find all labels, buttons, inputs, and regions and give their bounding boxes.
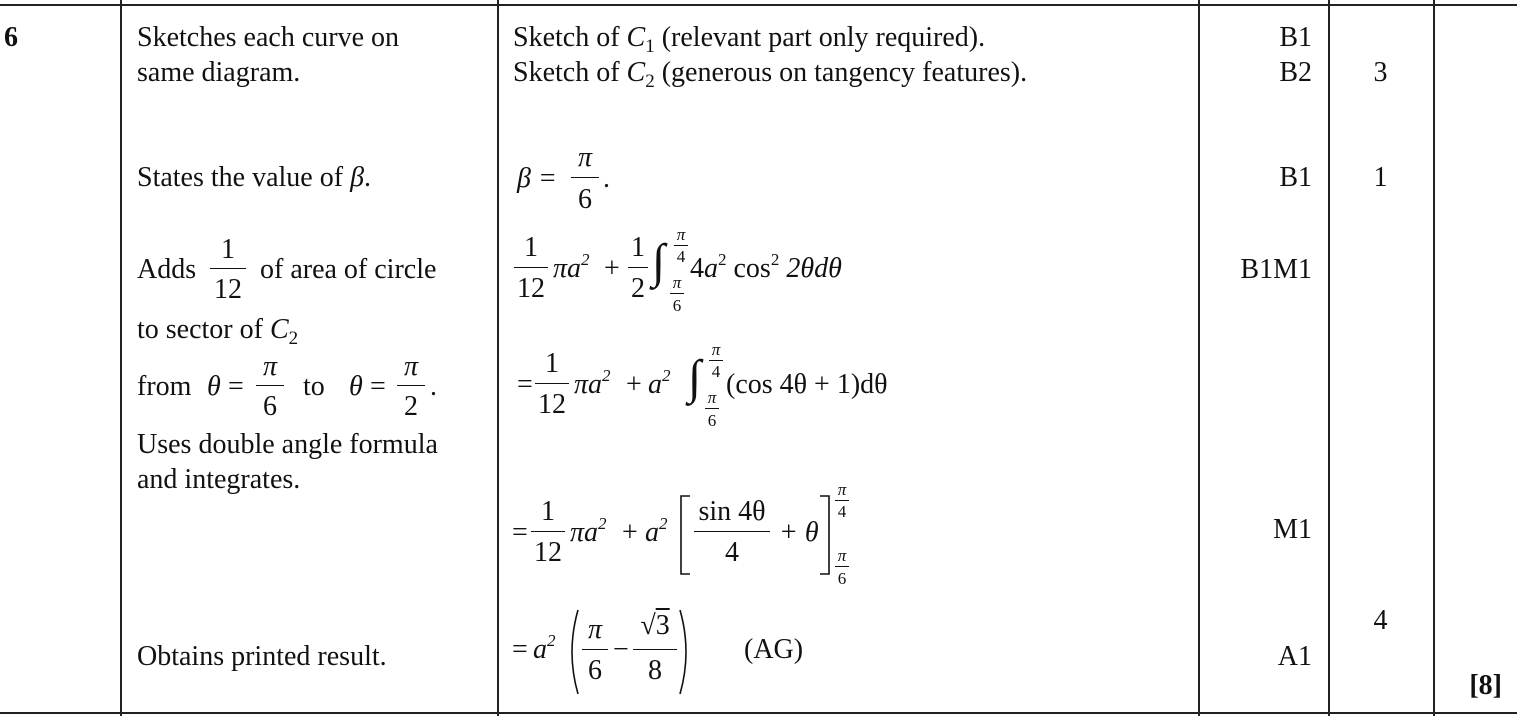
scheme-sketch-c1 bbox=[513, 22, 986, 57]
eq4-a-squared bbox=[533, 631, 556, 665]
eq2-integral-sign: ∫ bbox=[688, 351, 702, 404]
scheme-beta-numerator: π bbox=[577, 142, 593, 173]
eq1-pi-a bbox=[553, 250, 590, 284]
eq1-2theta: 2θdθ bbox=[786, 253, 842, 284]
eq3-sin-numerator: sin 4θ bbox=[698, 496, 766, 527]
eq4-pi-denominator: 6 bbox=[588, 655, 602, 686]
eq3-plus: + bbox=[622, 517, 638, 548]
criterion-double-angle-1: Uses double angle formula bbox=[137, 429, 438, 460]
fraction-bar bbox=[633, 649, 677, 650]
scheme-sketch-c2-sub: 2 bbox=[645, 71, 655, 92]
eq4-right-paren bbox=[678, 608, 694, 696]
eq3-pi-a-text: πa bbox=[570, 517, 599, 548]
eq1-4: 4 bbox=[690, 253, 704, 284]
column-divider-2 bbox=[497, 0, 499, 716]
criterion-beta bbox=[137, 164, 371, 192]
criterion-to-equals: = bbox=[370, 371, 386, 402]
fraction-bar bbox=[694, 531, 770, 532]
eq2-denominator: 12 bbox=[538, 389, 566, 420]
eq2-upper-limit-den: 4 bbox=[711, 362, 721, 381]
limit-bar bbox=[670, 293, 684, 294]
criterion-to-word: to bbox=[303, 371, 325, 402]
eq3-denominator: 12 bbox=[534, 537, 562, 568]
subtotal-beta: 1 bbox=[1373, 162, 1388, 193]
eq1-4a bbox=[690, 253, 718, 284]
criterion-adds-fraction bbox=[210, 236, 246, 306]
eq2-plus: + bbox=[626, 369, 642, 400]
criterion-sketch-line-2: same diagram. bbox=[137, 57, 301, 88]
scheme-beta-equals: β = bbox=[517, 163, 557, 194]
eq1-pi-a-text: πa bbox=[553, 253, 582, 284]
eq2-lower-limit-pi: π bbox=[707, 388, 717, 407]
eq4-sqrt-fraction bbox=[633, 612, 677, 686]
eq3-plus-theta: + θ bbox=[779, 517, 819, 548]
question-total: [8] bbox=[1469, 670, 1502, 701]
eq1-cos: cos bbox=[733, 253, 771, 284]
eq3-a-squared bbox=[645, 514, 668, 548]
eq1-square: 2 bbox=[581, 250, 590, 269]
mark-b1m1-area: B1M1 bbox=[1240, 254, 1312, 285]
criterion-beta-label: States the value of bbox=[137, 162, 351, 193]
subtotal-sketch: 3 bbox=[1373, 57, 1388, 88]
eq1-a: a bbox=[704, 253, 718, 284]
fraction-bar bbox=[256, 385, 284, 386]
scheme-beta-fraction bbox=[571, 144, 599, 216]
fraction-bar bbox=[571, 177, 599, 178]
criterion-sector-sub: 2 bbox=[288, 328, 299, 349]
criterion-from-word: from bbox=[137, 371, 192, 402]
criterion-adds-numerator: 1 bbox=[221, 234, 235, 265]
eq3-a: a bbox=[645, 517, 659, 548]
criterion-to-numerator: π bbox=[403, 351, 419, 382]
criterion-adds-denominator: 12 bbox=[214, 274, 242, 305]
eq2-upper-limit-pi: π bbox=[711, 340, 721, 359]
eq4-sqrt-numerator bbox=[633, 612, 677, 640]
scheme-sketch-c1-post: (relevant part only required). bbox=[654, 22, 986, 53]
eq3-sin-denominator: 4 bbox=[725, 537, 739, 568]
eq2-square: 2 bbox=[602, 366, 611, 385]
eq3-equals: = bbox=[512, 517, 528, 548]
eq1-a-square: 2 bbox=[718, 250, 727, 269]
eq3-fraction-1-12 bbox=[531, 498, 565, 568]
subtotal-area: 4 bbox=[1373, 605, 1388, 636]
criterion-adds-rest: of area of circle bbox=[260, 254, 437, 285]
criterion-sector bbox=[137, 314, 299, 349]
limit-bar bbox=[674, 245, 688, 246]
sqrt-icon: √ bbox=[640, 610, 656, 641]
eq1-plus: + bbox=[604, 253, 620, 284]
criterion-from-numerator: π bbox=[262, 351, 278, 382]
eq3-lower-limit-den: 6 bbox=[837, 569, 847, 588]
question-number: 6 bbox=[4, 22, 18, 53]
fraction-bar bbox=[397, 385, 425, 386]
eq1-integrand bbox=[690, 250, 842, 284]
eq3-numerator: 1 bbox=[541, 496, 555, 527]
fraction-bar bbox=[531, 531, 565, 532]
eq2-fraction-1-12 bbox=[535, 350, 569, 420]
mark-m1-integrate: M1 bbox=[1273, 514, 1312, 545]
eq2-lower-limit-den: 6 bbox=[707, 411, 717, 430]
limit-bar bbox=[835, 500, 849, 501]
criterion-sketch-line-1: Sketches each curve on bbox=[137, 22, 399, 53]
eq4-ag-note: (AG) bbox=[744, 634, 804, 665]
criterion-from-theta: θ bbox=[207, 371, 221, 402]
eq2-pi-a-text: πa bbox=[574, 369, 603, 400]
eq2-a-squared bbox=[648, 366, 671, 400]
eq3-right-bracket bbox=[818, 494, 832, 576]
criterion-from-denominator: 6 bbox=[263, 391, 277, 422]
criterion-to-denominator: 2 bbox=[404, 391, 418, 422]
table-bottom-border bbox=[0, 712, 1517, 714]
table-top-border bbox=[0, 4, 1517, 6]
eq4-pi-numerator: π bbox=[587, 614, 603, 645]
scheme-sketch-c2-pre: Sketch of bbox=[513, 57, 627, 88]
fraction-bar bbox=[582, 649, 608, 650]
eq3-sin-fraction bbox=[694, 498, 770, 568]
criterion-from-equals: = bbox=[228, 371, 244, 402]
fraction-bar bbox=[535, 383, 569, 384]
eq1-lower-limit-pi: π bbox=[672, 273, 682, 292]
eq1-fraction-1-2 bbox=[628, 234, 648, 304]
eq3-left-bracket bbox=[678, 494, 692, 576]
limit-bar bbox=[705, 408, 719, 409]
criterion-to-period: . bbox=[430, 371, 437, 402]
eq3-pi-a bbox=[570, 514, 607, 548]
scheme-sketch-c2-var: C bbox=[626, 57, 646, 88]
eq3-upper-limit-pi: π bbox=[837, 480, 847, 499]
eq1-lower-limit-den: 6 bbox=[672, 296, 682, 315]
criterion-from-fraction bbox=[256, 353, 284, 423]
criterion-double-angle-2: and integrates. bbox=[137, 464, 301, 495]
scheme-beta-dot: . bbox=[603, 163, 610, 194]
fraction-bar bbox=[628, 267, 648, 268]
criterion-sector-pre: to sector of bbox=[137, 314, 270, 345]
mark-b1-sketch: B1 bbox=[1279, 22, 1312, 53]
eq1-cos-square: 2 bbox=[770, 250, 780, 269]
eq4-left-paren bbox=[564, 608, 580, 696]
scheme-sketch-c1-var: C bbox=[626, 22, 646, 53]
eq4-three: 3 bbox=[655, 610, 670, 641]
scheme-sketch-c2 bbox=[513, 57, 1028, 92]
scheme-sketch-c1-sub: 1 bbox=[645, 36, 655, 57]
eq4-equals: = bbox=[512, 634, 528, 665]
eq3-a-square: 2 bbox=[659, 514, 668, 533]
scheme-sketch-c2-post: (generous on tangency features). bbox=[654, 57, 1028, 88]
eq2-a-square: 2 bbox=[662, 366, 671, 385]
column-divider-3 bbox=[1198, 0, 1200, 716]
criterion-printed-result: Obtains printed result. bbox=[137, 641, 387, 672]
eq4-a-square: 2 bbox=[547, 631, 556, 650]
eq2-numerator: 1 bbox=[545, 348, 559, 379]
scheme-beta-denominator: 6 bbox=[578, 184, 592, 215]
eq2-pi-a bbox=[574, 366, 611, 400]
eq2-a: a bbox=[648, 369, 662, 400]
eq1-numerator: 1 bbox=[524, 232, 538, 263]
criterion-to-fraction bbox=[397, 353, 425, 423]
eq2-integrand: (cos 4θ + 1)dθ bbox=[726, 369, 888, 400]
eq1-fraction-1-12 bbox=[514, 234, 548, 304]
eq1-half-denominator: 2 bbox=[631, 273, 645, 304]
criterion-beta-end: . bbox=[364, 162, 372, 193]
column-divider-5 bbox=[1433, 0, 1435, 716]
eq3-square: 2 bbox=[598, 514, 607, 533]
criterion-sector-var: C bbox=[269, 314, 289, 345]
criterion-to-theta: θ bbox=[349, 371, 363, 402]
eq1-integral-sign: ∫ bbox=[652, 235, 666, 288]
mark-b1-beta: B1 bbox=[1279, 162, 1312, 193]
fraction-bar bbox=[514, 267, 548, 268]
eq3-lower-limit-pi: π bbox=[837, 546, 847, 565]
mark-a1-result: A1 bbox=[1277, 641, 1312, 672]
criterion-adds-word: Adds bbox=[137, 254, 197, 285]
eq4-a: a bbox=[533, 634, 547, 665]
mark-b2-sketch: B2 bbox=[1279, 57, 1312, 88]
eq1-half-numerator: 1 bbox=[631, 232, 645, 263]
eq4-sqrt-denominator: 8 bbox=[648, 655, 662, 686]
limit-bar bbox=[709, 360, 723, 361]
eq2-equals: = bbox=[517, 369, 533, 400]
limit-bar bbox=[835, 566, 849, 567]
scheme-sketch-c1-pre: Sketch of bbox=[513, 22, 627, 53]
criterion-beta-var: β bbox=[350, 162, 365, 193]
eq1-upper-limit-pi: π bbox=[676, 225, 686, 244]
eq4-pi-fraction bbox=[582, 616, 608, 686]
eq4-minus: − bbox=[613, 634, 629, 665]
fraction-bar bbox=[210, 268, 246, 269]
column-divider-1 bbox=[120, 0, 122, 716]
eq1-upper-limit-den: 4 bbox=[676, 247, 686, 266]
eq3-upper-limit-den: 4 bbox=[837, 502, 847, 521]
eq1-denominator: 12 bbox=[517, 273, 545, 304]
